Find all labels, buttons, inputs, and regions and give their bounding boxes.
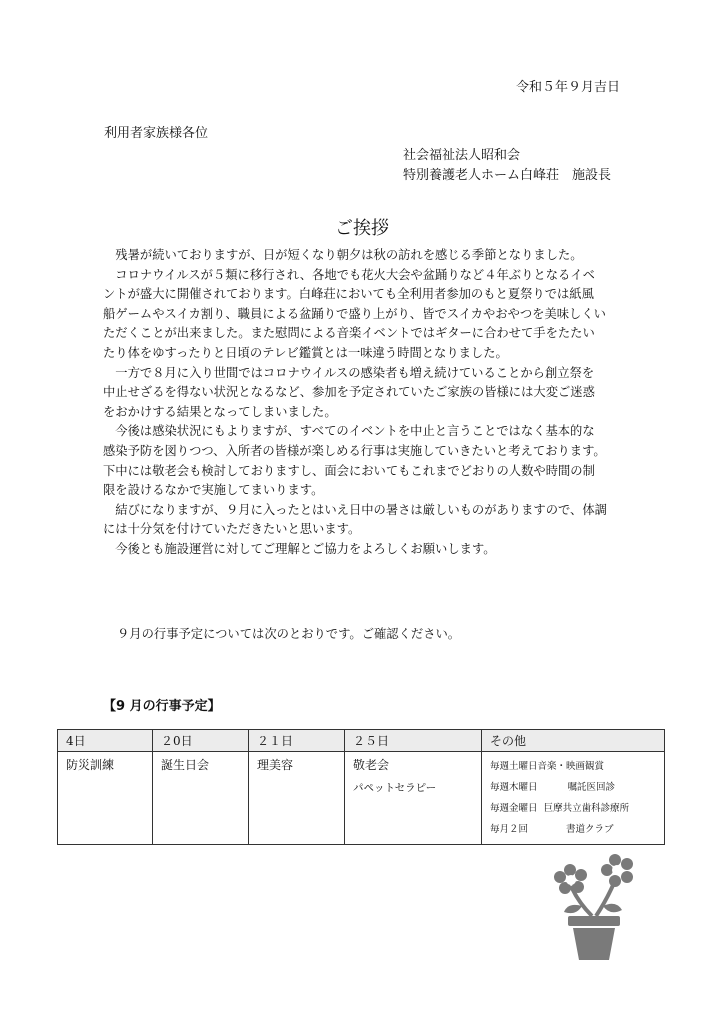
schedule-cell-day21 (249, 752, 345, 845)
letter-body (103, 246, 623, 560)
schedule-header-other: その他 (482, 730, 665, 752)
body-line: をおかけする結果となってしまいました。 (103, 404, 337, 419)
body-line: には十分気を付けていただきたいと思います。 (103, 522, 361, 537)
event-puppet-therapy: パペットセラピー (353, 782, 437, 794)
other-what: 音楽・映画観賞 (537, 761, 605, 772)
body-line: 中止せざるを得ない状況となるなど、参加を予定されていたご家族の皆様には大変ご迷惑 (103, 385, 595, 400)
body-line: ただくことが出来ました。また慰問による音楽イベントではギターに合わせて手をたたい (103, 326, 595, 341)
other-item (490, 819, 656, 840)
body-line: ントが盛大に開催されております。白峰荘においても全利用者参加のもと夏祭りでは紙風 (103, 287, 594, 302)
recipient: 利用者家族様各位 (104, 126, 209, 141)
schedule-cell-other (482, 752, 665, 845)
body-line: 今後とも施設運営に対してご理解とご協力をよろしくお願いします。 (103, 541, 496, 556)
schedule-cell-day20 (153, 752, 249, 845)
event-disaster-drill: 防災訓練 (66, 758, 115, 772)
body-line: 感染予防を図りつつ、入所者の皆様が楽しめる行事は実施していきたいと考えております。 (103, 443, 606, 458)
other-item (490, 777, 656, 798)
other-what: 書道クラブ (566, 824, 614, 835)
schedule-header-day20: ２0日 (153, 730, 249, 752)
letter-title: ご挨拶 (335, 218, 389, 239)
body-line: たり体をゆすったりと日頃のテレビ鑑賞とは一味違う時間となりました。 (103, 345, 508, 360)
body-line: 結びになりますが、９月に入ったとはいえ日中の暑さは厳しいものがありますので、体調 (103, 502, 607, 517)
other-item (490, 756, 656, 777)
schedule-title: 【9 月の行事予定】 (103, 699, 221, 714)
body-line: 一方で８月に入り世間ではコロナウイルスの感染者も増え続けていることから創立祭を (103, 365, 595, 380)
sender-title: 特別養護老人ホーム白峰荘 施設長 (403, 168, 612, 183)
schedule-header-row (58, 730, 665, 752)
body-line: 船ゲームやスイカ割り、職員による盆踊りで盛り上がり、皆でスイカやおやつを美味しくい (103, 306, 606, 321)
event-hairdressing: 理美容 (257, 758, 294, 772)
other-what: 嘱託医回診 (567, 782, 616, 793)
body-line: 下中には敬老会も検討しておりますし、面会においてもこれまでどおりの人数や時間の制 (103, 463, 595, 478)
schedule-cell-day25 (345, 752, 482, 845)
other-when: 毎月２回 (490, 824, 529, 835)
sender-organization: 社会福祉法人昭和会 (403, 148, 521, 163)
other-when: 毎週土曜日 (490, 761, 538, 772)
schedule-row (58, 752, 665, 845)
body-line: コロナウイルスが５類に移行され、各地でも花火大会や盆踊りなど４年ぶりとなるイベ (103, 267, 595, 282)
event-respect-for-aged: 敬老会 (353, 758, 390, 772)
letter-date: 令和５年９月吉日 (515, 80, 620, 95)
other-item (490, 798, 656, 819)
other-when: 毎週金曜日 (490, 803, 538, 814)
confirm-line: ９月の行事予定については次のとおりです。ご確認ください。 (117, 627, 461, 641)
other-when: 毎週木曜日 (490, 782, 538, 793)
body-line: 限を設けるなかで実施してまいります。 (103, 483, 324, 498)
other-what: 巨摩共立歯科診療所 (543, 803, 630, 814)
event-birthday-party: 誕生日会 (161, 758, 210, 772)
schedule-header-day21: ２１日 (249, 730, 345, 752)
schedule-header-day25: ２５日 (345, 730, 482, 752)
schedule-table (57, 729, 665, 845)
schedule-header-day4: 4日 (58, 730, 153, 752)
flower-pot-icon (548, 850, 640, 962)
schedule-cell-day4 (58, 752, 153, 845)
body-line: 今後は感染状況にもよりますが、すべてのイベントを中止と言うことではなく基本的な (103, 424, 595, 439)
body-line: 残暑が続いておりますが、日が短くなり朝夕は秋の訪れを感じる季節となりました。 (103, 248, 583, 262)
